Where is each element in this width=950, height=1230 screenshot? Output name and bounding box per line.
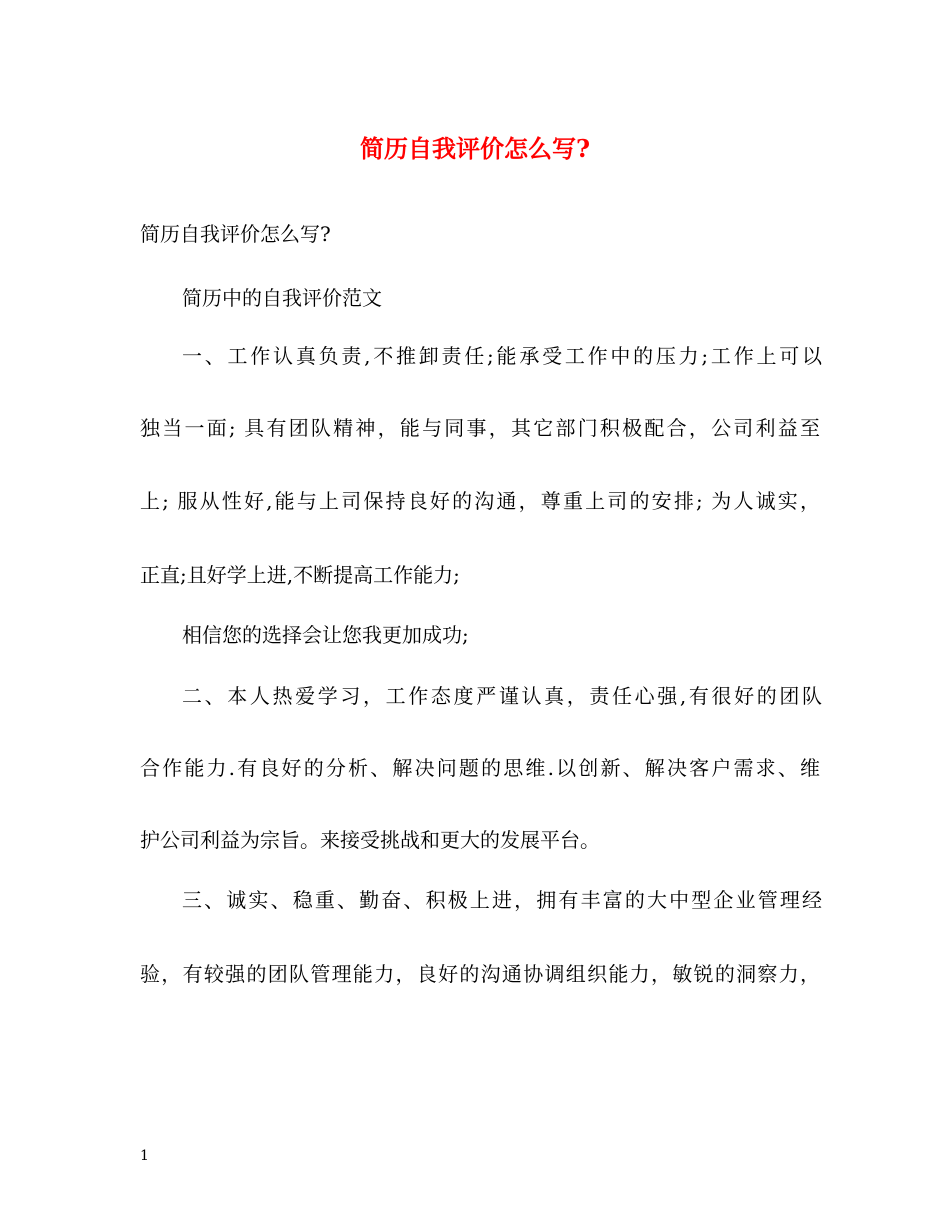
- section-heading: 简历中的自我评价范文: [182, 286, 382, 310]
- paragraph-1-line-4: 正直;且好学上进,不断提高工作能力;: [140, 563, 460, 587]
- paragraph-3-line-2: 合作能力.有良好的分析、解决问题的思维.以创新、解决客户需求、维: [140, 756, 820, 780]
- paragraph-1-line-1: 一、工作认真负责,不推卸责任;能承受工作中的压力;工作上可以: [182, 344, 822, 368]
- paragraph-3-line-3: 护公司利益为宗旨。来接受挑战和更大的发展平台。: [140, 828, 600, 852]
- paragraph-4-line-2: 验，有较强的团队管理能力，良好的沟通协调组织能力，敏锐的洞察力，: [140, 962, 820, 986]
- document-title: 简历自我评价怎么写?: [359, 134, 591, 163]
- page-number: 1: [140, 1148, 149, 1164]
- paragraph-3-line-1: 二、本人热爱学习，工作态度严谨认真，责任心强,有很好的团队: [182, 684, 822, 708]
- paragraph-1-line-2: 独当一面; 具有团队精神，能与同事，其它部门积极配合，公司利益至: [140, 416, 820, 440]
- paragraph-2-line-1: 相信您的选择会让您我更加成功;: [182, 623, 469, 647]
- paragraph-4-line-1: 三、诚实、稳重、勤奋、积极上进，拥有丰富的大中型企业管理经: [182, 888, 822, 912]
- paragraph-1-line-3: 上; 服从性好,能与上司保持良好的沟通，尊重上司的安排; 为人诚实，: [140, 489, 820, 513]
- subtitle-line: 简历自我评价怎么写?: [140, 222, 331, 246]
